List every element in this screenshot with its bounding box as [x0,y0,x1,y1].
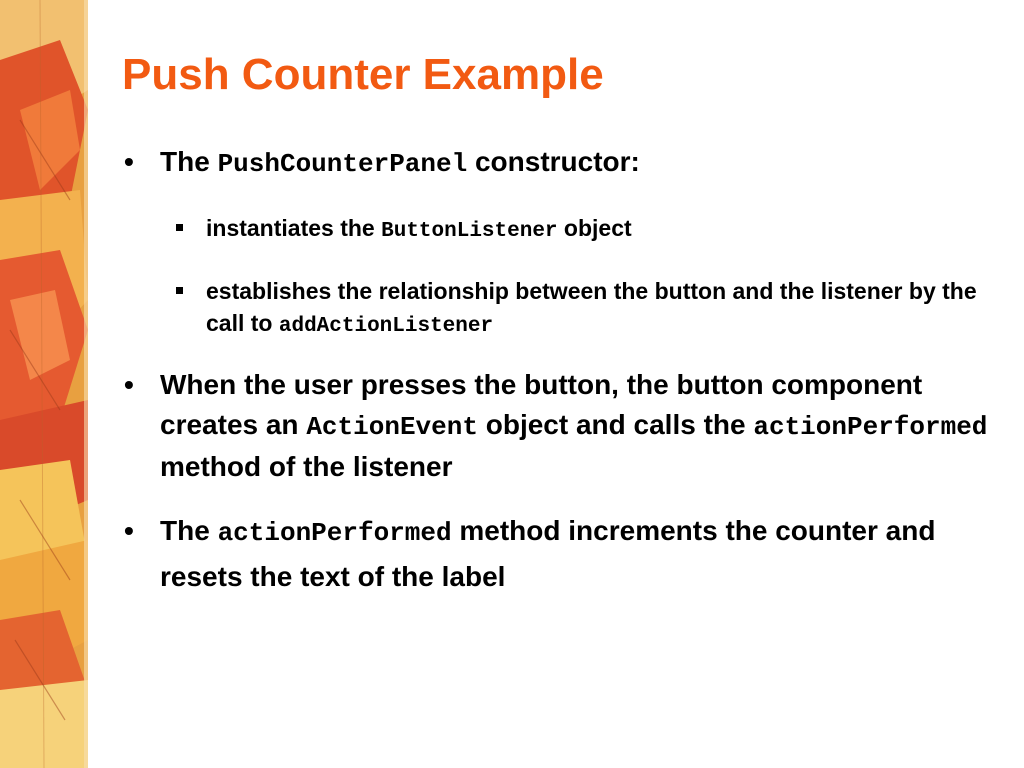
square-bullet-icon [176,224,183,231]
bullet-text: The [160,146,218,177]
square-bullet-icon [176,287,183,294]
slide-body [120,140,1000,599]
bullet-text: object and calls the [477,409,754,440]
bullet-text: constructor: [467,146,640,177]
code-actionevent: ActionEvent [306,412,478,442]
sub-bullet-text: instantiates the [206,215,382,241]
bullet-dot-icon: • [124,146,134,177]
sub-bullet-text: establishes the relationship between the button and the listener by the call to [206,278,977,336]
sub-bullet-text: object [557,215,632,241]
autumn-leaves-border [0,0,88,768]
bullet-constructor [120,142,1000,184]
code-actionperformed: actionPerformed [217,518,452,548]
code-addactionlistener: addActionListener [278,315,494,338]
bullet-action-performed [120,509,980,599]
code-pushcounterpanel: PushCounterPanel [217,149,468,179]
sub-bullet-establishes [160,275,1006,343]
bullet-user-presses [120,365,1000,487]
bullet-text: When the user presses the button, the button component creates an [160,369,923,440]
bullet-dot-icon: • [124,369,134,400]
bullet-text: method increments the counter and resets the text of the label [160,515,936,592]
sub-bullet-instantiates [160,212,1000,248]
slide-title: Push Counter Example [122,50,604,99]
code-buttonlistener: ButtonListener [381,220,558,243]
bullet-text: The [160,515,218,546]
bullet-text: method of the listener [160,451,453,482]
code-actionperformed: actionPerformed [753,412,988,442]
bullet-dot-icon: • [124,515,134,546]
